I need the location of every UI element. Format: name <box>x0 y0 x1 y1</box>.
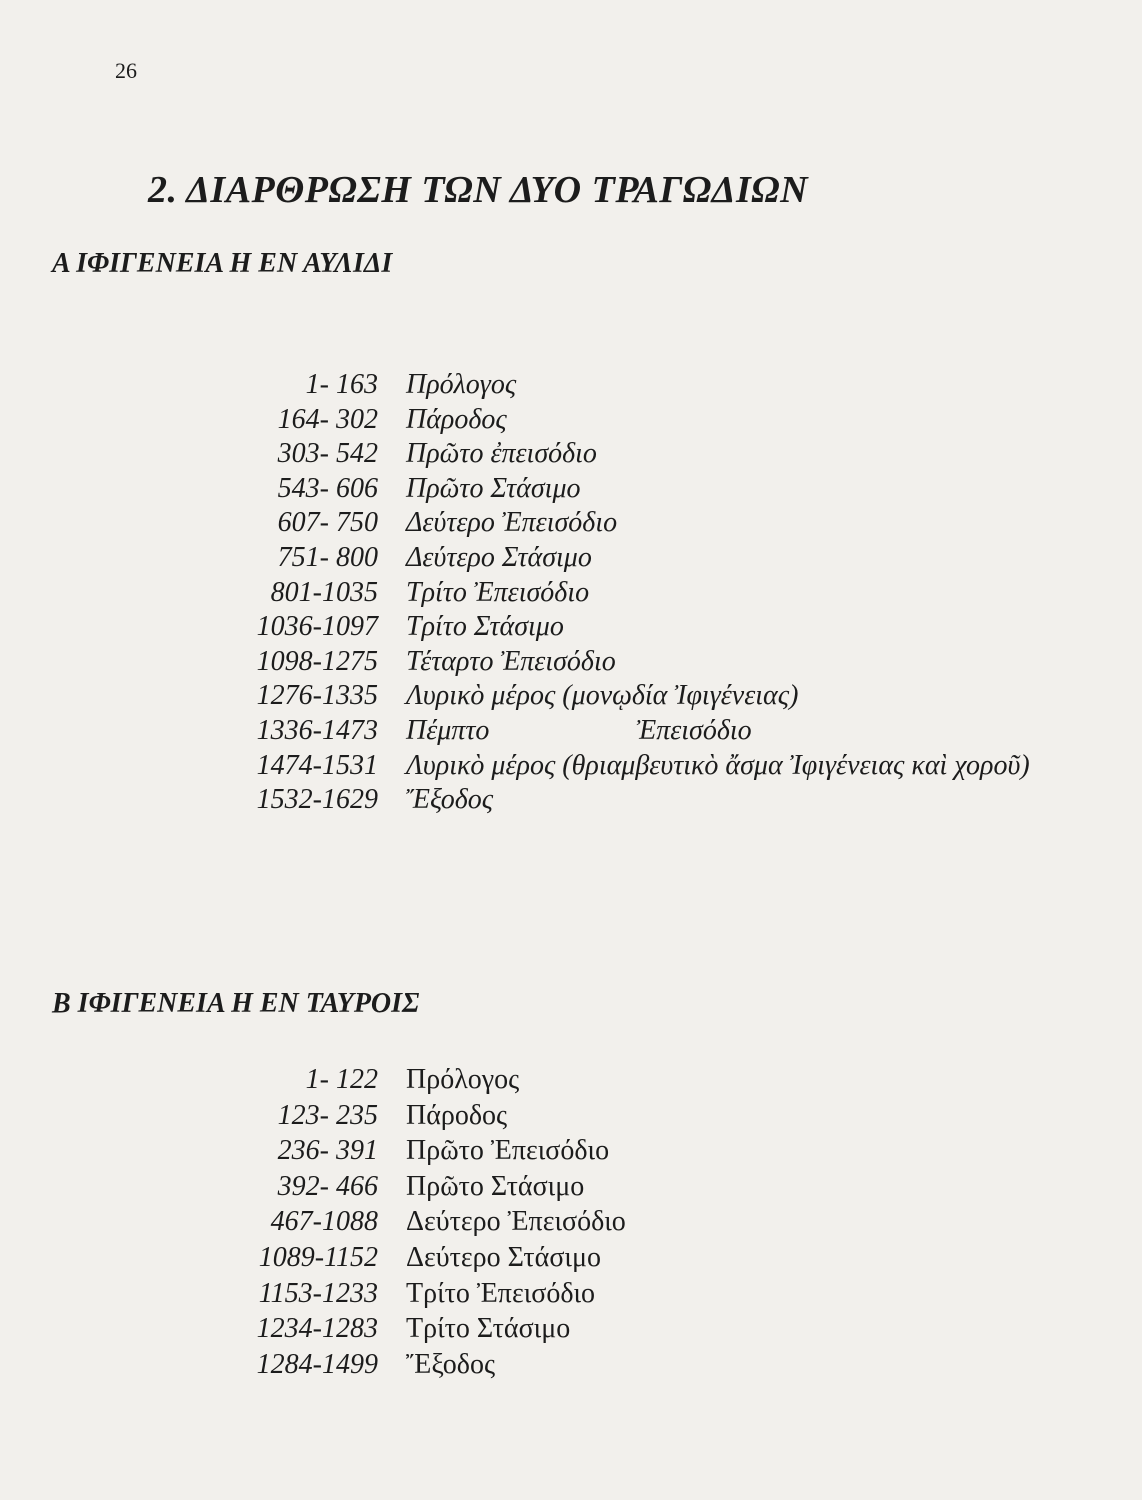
line-range: 607- 750 <box>277 507 378 539</box>
table-row <box>200 404 1030 439</box>
table-row <box>200 507 1030 542</box>
table-row <box>200 715 1030 750</box>
line-range: 1036-1097 <box>256 611 378 643</box>
page-number: 26 <box>115 58 137 83</box>
line-range: 1089-1152 <box>258 1241 378 1273</box>
line-range: 543- 606 <box>277 472 378 504</box>
table-row <box>200 369 1030 404</box>
section-part: Δεύτερο Ἐπεισόδιο <box>406 1206 626 1238</box>
section-part: Πρῶτο Στάσιμο <box>406 1170 585 1202</box>
section-part: Τρίτο Στάσιμο <box>406 611 564 643</box>
table-row <box>200 680 1030 715</box>
section-part: Δεύτερο Στάσιμο <box>406 541 592 573</box>
section-part: Τρίτο Στάσιμο <box>406 1313 571 1345</box>
table-row <box>200 1064 626 1100</box>
section-part: Πρόλογος <box>406 1064 520 1095</box>
table-row <box>200 1278 626 1314</box>
line-range: 1284-1499 <box>256 1348 378 1380</box>
chapter-title: 2. ΔΙΑΡΘΡΩΣΗ ΤΩΝ ΔΥΟ ΤΡΑΓΩΔΙΩΝ <box>148 169 809 211</box>
section-part: Πέμπτο Ἐπεισόδιο <box>406 714 752 746</box>
section-part: Πρῶτο Στάσιμο <box>406 472 581 504</box>
section-part: Πρῶτο ἐπεισόδιο <box>406 438 597 470</box>
table-row <box>200 1135 626 1171</box>
line-range: 303- 542 <box>277 438 378 470</box>
structure-table-tauris <box>200 1064 626 1384</box>
section-part: Τρίτο Ἐπεισόδιο <box>406 1277 596 1309</box>
section-heading-tauris: Β ΙΦΙΓΕΝΕΙΑ Η ΕΝ ΤΑΥΡΟΙΣ <box>52 988 420 1019</box>
line-range: 467-1088 <box>270 1206 378 1238</box>
line-range: 1234-1283 <box>256 1313 378 1345</box>
table-row <box>200 542 1030 577</box>
line-range: 236- 391 <box>277 1135 378 1167</box>
line-range: 801-1035 <box>270 576 378 608</box>
line-range: 1474-1531 <box>256 749 378 781</box>
table-row <box>200 473 1030 508</box>
table-row <box>200 577 1030 612</box>
line-range: 1336-1473 <box>256 714 378 746</box>
line-range: 1- 163 <box>305 369 378 400</box>
line-range: 1153-1233 <box>258 1277 378 1309</box>
table-row <box>200 438 1030 473</box>
line-range: 164- 302 <box>277 403 378 435</box>
line-range: 751- 800 <box>277 541 378 573</box>
section-part: Πάροδος <box>406 403 507 435</box>
table-row <box>200 750 1030 785</box>
table-row <box>200 1242 626 1278</box>
section-part: Τέταρτο Ἐπεισόδιο <box>406 645 616 677</box>
section-part: Δεύτερο Ἐπεισόδιο <box>406 507 618 539</box>
section-part: Πάροδος <box>406 1099 508 1131</box>
section-part: Δεύτερο Στάσιμο <box>406 1241 601 1273</box>
line-range: 1532-1629 <box>256 784 378 816</box>
line-range: 1098-1275 <box>256 645 378 677</box>
table-row <box>200 784 1030 819</box>
line-range: 1276-1335 <box>256 680 378 712</box>
line-range: 1- 122 <box>305 1064 378 1095</box>
section-part: Λυρικὸ μέρος (θριαμβευτικὸ ἄσμα Ἰφιγένειας καὶ χοροῦ) <box>406 749 1030 781</box>
table-row <box>200 1313 626 1349</box>
section-part: Τρίτο Ἐπεισόδιο <box>406 576 590 608</box>
table-row <box>200 1206 626 1242</box>
table-row <box>200 611 1030 646</box>
line-range: 392- 466 <box>277 1170 378 1202</box>
structure-table-aulis <box>200 369 1030 819</box>
line-range: 123- 235 <box>277 1099 378 1131</box>
table-row <box>200 646 1030 681</box>
section-part: Πρόλογος <box>406 369 517 400</box>
table-row <box>200 1100 626 1136</box>
section-part: Πρῶτο Ἐπεισόδιο <box>406 1135 610 1167</box>
section-part: Ἔξοδος <box>406 784 494 816</box>
section-part: Ἔξοδος <box>406 1348 496 1380</box>
table-row <box>200 1349 626 1385</box>
table-row <box>200 1171 626 1207</box>
section-part: Λυρικὸ μέρος (μονῳδία Ἰφιγένειας) <box>406 680 799 712</box>
section-heading-aulis: Α ΙΦΙΓΕΝΕΙΑ Η ΕΝ ΑΥΛΙΔΙ <box>52 248 393 279</box>
